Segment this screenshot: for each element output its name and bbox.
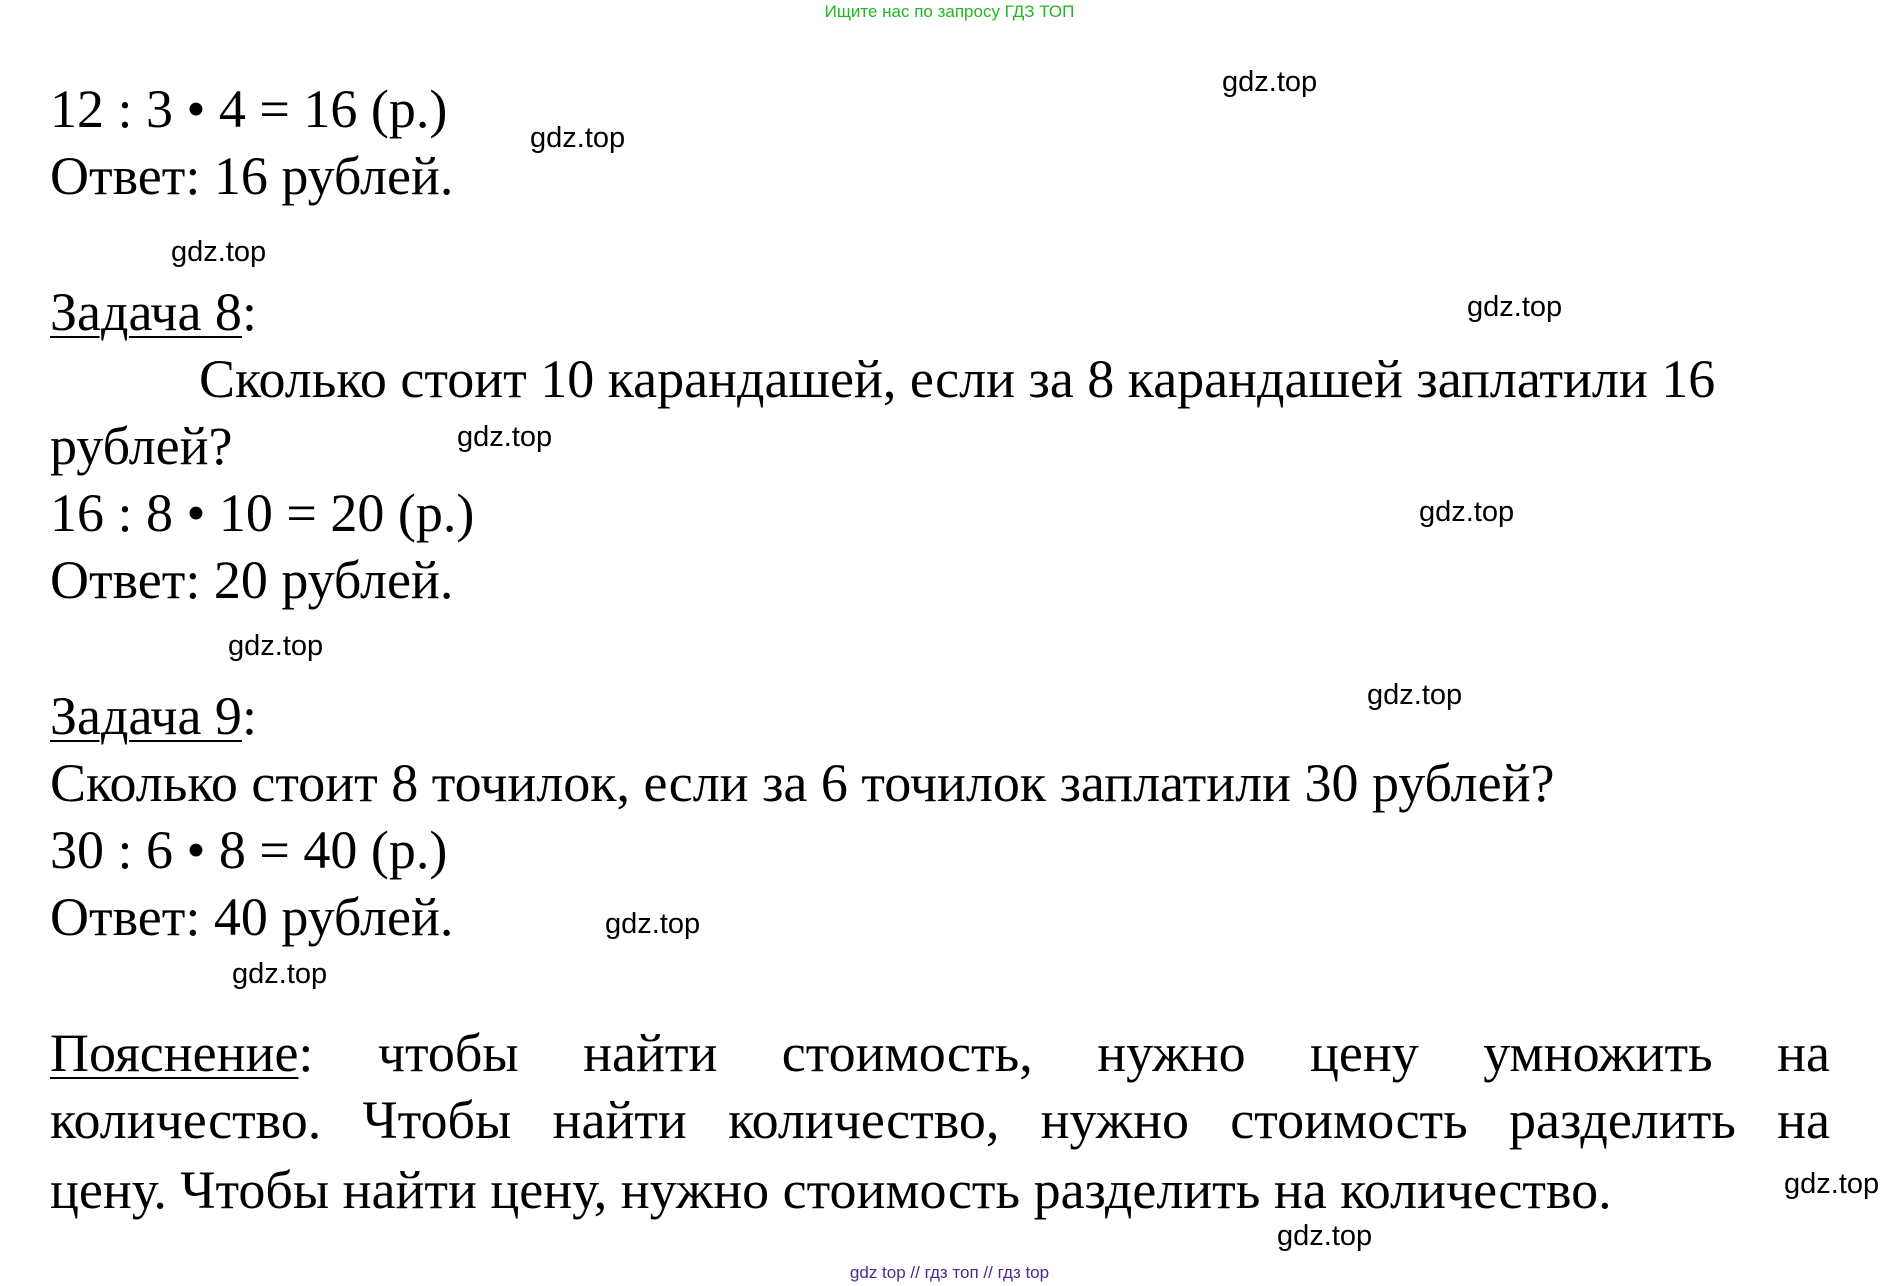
explanation-line-1 (50, 1020, 1830, 1087)
task9-colon: : (241, 686, 257, 746)
task8-heading (50, 282, 257, 342)
watermark: gdz.top (228, 630, 324, 662)
task9-title: Задача 9 (50, 686, 242, 746)
explanation-line-3: цену. Чтобы найти цену, нужно стоимость разделить на количество. (50, 1160, 1612, 1220)
explanation-line-2: количество. Чтобы найти количество, нужно стоимость разделить на (50, 1090, 1830, 1150)
task9-question: Сколько стоит 8 точилок, если за 6 точилок заплатили 30 рублей? (50, 753, 1555, 813)
watermark: gdz.top (1467, 291, 1563, 323)
task8-colon: : (241, 282, 257, 342)
watermark: gdz.top (605, 908, 701, 940)
answer-line-1: Ответ: 16 рублей. (50, 146, 454, 206)
explanation-title: Пояснение (50, 1023, 299, 1083)
watermark: gdz.top (1419, 496, 1515, 528)
task8-question-line-1: Сколько стоит 10 карандашей, если за 8 карандашей заплатили 16 (199, 349, 1716, 409)
watermark: gdz.top (171, 236, 267, 268)
watermark: gdz.top (1784, 1168, 1880, 1200)
watermark: gdz.top (1277, 1220, 1373, 1252)
task8-answer: Ответ: 20 рублей. (50, 550, 454, 610)
task8-title: Задача 8 (50, 282, 242, 342)
task9-answer: Ответ: 40 рублей. (50, 887, 454, 947)
watermark: gdz.top (1367, 679, 1463, 711)
watermark: gdz.top (1222, 66, 1318, 98)
watermark: gdz.top (232, 958, 328, 990)
footer-links: gdz top // гдз топ // гдз top (849, 1263, 1050, 1282)
task8-question-line-2: рублей? (50, 416, 233, 476)
watermark: gdz.top (530, 122, 626, 154)
task9-heading (50, 686, 257, 746)
task8-solution: 16 : 8 • 10 = 20 (р.) (50, 483, 475, 543)
equation-line-1: 12 : 3 • 4 = 16 (р.) (50, 79, 448, 139)
task9-solution: 30 : 6 • 8 = 40 (р.) (50, 820, 448, 880)
top-banner: Ищите нас по запросу ГДЗ ТОП (824, 2, 1075, 21)
watermark: gdz.top (457, 421, 553, 453)
explanation-text-1: : чтобы найти стоимость, нужно цену умножить на (298, 1023, 1830, 1083)
